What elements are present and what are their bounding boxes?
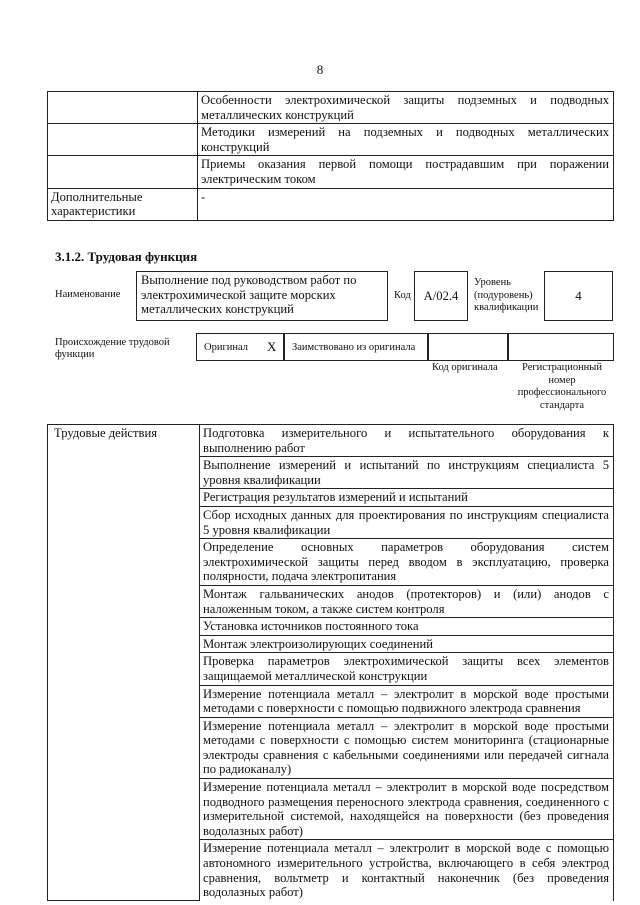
page-number: 8 (316, 62, 324, 77)
action-item: Измерение потенциала металл – электролит в морской воде посредством подводного размещения переносного электрода сравнения, соединенного с измерительной системой, находящейся на поверхности (без проведения водолазных работ) (200, 779, 614, 840)
action-item: Монтаж электроизолирующих соединений (200, 635, 614, 653)
action-item: Измерение потенциала металл – электролит в морской воде простыми методами с поверхности с помощью систем мониторинга (стационарные электроды сравнения с кабельными соединениями или передачей сигнала по радиоканалу) (200, 717, 614, 778)
action-item: Сбор исходных данных для проектирования по инструкциям специалиста 5 уровня квалификации (200, 506, 614, 538)
row-label (48, 124, 198, 156)
function-code-box: A/02.4 (414, 271, 468, 321)
section-heading: 3.1.2. Трудовая функция (55, 249, 198, 264)
table-row (48, 92, 614, 124)
table-row (48, 156, 614, 188)
original-label: Оригинал (204, 342, 248, 353)
row-text: Особенности электрохимической защиты подземных и подводных металлических конструкций (198, 92, 614, 124)
borrowed-label: Заимствовано из оригинала (292, 342, 416, 353)
level-label: Уровень (подуровень) квалификации (474, 277, 539, 313)
row-text: - (198, 188, 614, 220)
action-item: Измерение потенциала металл – электролит в морской воде простыми методами с поверхности с помощью подвижного электрода сравнения (200, 685, 614, 717)
row-text: Методики измерений на подземных и подводных металлических конструкций (198, 124, 614, 156)
action-item: Установка источников постоянного тока (200, 618, 614, 636)
row-text: Приемы оказания первой помощи пострадавшим при поражении электрическим током (198, 156, 614, 188)
code-original-caption: Код оригинала (432, 362, 498, 373)
table-row (48, 124, 614, 156)
additional-characteristics-label: Дополнительные характеристики (48, 188, 198, 220)
row-label (48, 156, 198, 188)
labor-actions-table (47, 424, 614, 901)
action-item: Монтаж гальванических анодов (протекторов) и (или) анодов с наложенным током, а также систем контроля (200, 585, 614, 617)
knowledge-table (47, 91, 614, 221)
original-mark: X (267, 339, 277, 354)
action-item: Определение основных параметров оборудования систем электрохимической защиты перед вводом в эксплуатацию, проверка полярности, подача электропитания (200, 539, 614, 586)
reg-number-box (508, 333, 614, 361)
code-original-box (428, 333, 508, 361)
table-row (48, 425, 614, 457)
action-item: Регистрация результатов измерений и испытаний (200, 489, 614, 507)
code-label: Код (394, 290, 411, 301)
action-item: Проверка параметров электрохимической защиты всех элементов защищаемой металлической конструкции (200, 653, 614, 685)
labor-actions-label: Трудовые действия (48, 425, 200, 901)
original-box (196, 333, 284, 361)
borrowed-box (284, 333, 428, 361)
name-label: Наименование (55, 289, 121, 300)
table-row (48, 188, 614, 220)
function-name-box: Выполнение под руководством работ по электрохимической защите морских металлических конструкций (136, 271, 388, 321)
action-item: Подготовка измерительного и испытательного оборудования к выполнению работ (200, 425, 614, 457)
action-item: Выполнение измерений и испытаний по инструкциям специалиста 5 уровня квалификации (200, 457, 614, 489)
level-value-box: 4 (544, 271, 613, 321)
action-item: Измерение потенциала металл – электролит в морской воде с помощью автономного измерительного устройства, включающего в себя электрод сравнения, вольтметр и контактный наконечник (без проведения водолазных работ) (200, 840, 614, 901)
reg-number-caption: Регистрационный номер профессионального стандарта (517, 362, 607, 411)
origin-label: Происхождение трудовой функции (55, 337, 170, 360)
row-label (48, 92, 198, 124)
